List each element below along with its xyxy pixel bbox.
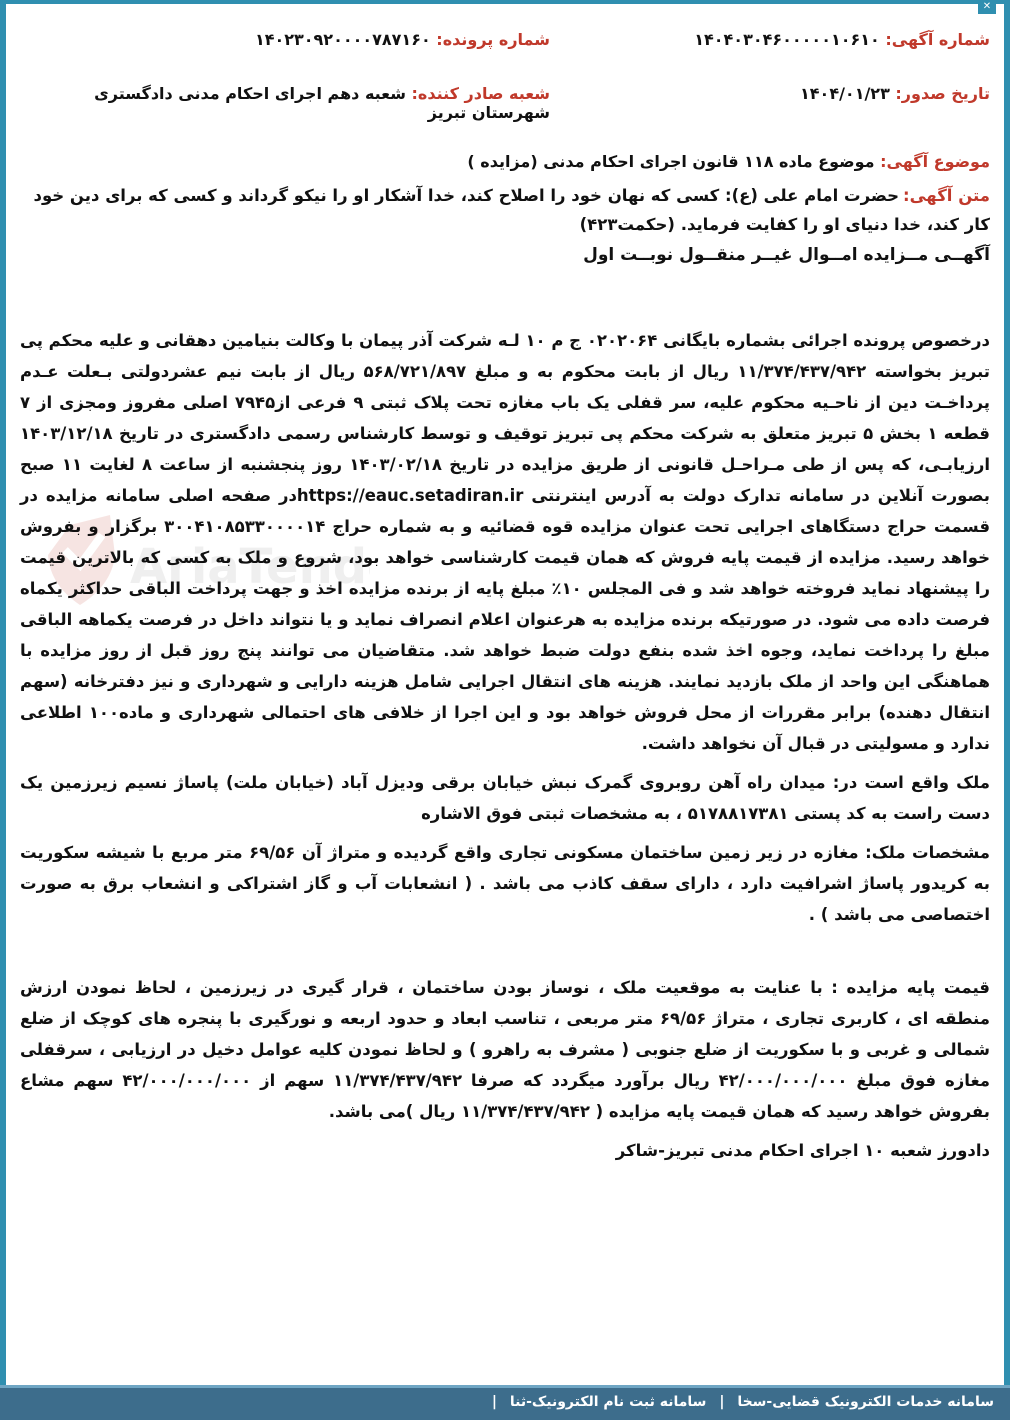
subject-label: موضوع آگهی: <box>880 152 990 171</box>
issuer-label: شعبه صادر کننده: <box>411 84 550 103</box>
close-icon[interactable]: ✕ <box>978 0 996 14</box>
footer-separator-end: | <box>491 1394 497 1410</box>
paragraph-base-price: قیمت پایه مزایده : با عنایت به موقعیت ملک ، نوساز بودن ساختمان ، قرار گیری در زیرزمین ، لحاظ نمودن ارزش منطقه ای ، کاربری تجاری ، متراژ ۶۹/۵۶ متر مربعی ، تناسب ابعاد و حدود اربعه و نورگیری با پنجره های کوچک از ضلع شمالی و غربی و با سکوریت از ضلع جنوبی ( مشرف به راهرو ) و لحاظ نمودن کلیه عوامل دخیل در ارزیابی ، سرقفلی مغازه فوق مبلغ ۴۲/۰۰۰/۰۰۰/۰۰۰ ریال برآورد میگردد که صرفا ۱۱/۳۷۴/۴۳۷/۹۴۲ سهم از ۴۲/۰۰۰/۰۰۰/۰۰۰ سهم مشاع بفروش خواهد رسید که همان قیمت پایه مزایده ( ۱۱/۳۷۴/۴۳۷/۹۴۲ ریال )می باشد. <box>20 978 991 1121</box>
issue-date-value: ۱۴۰۴/۰۱/۲۳ <box>800 84 890 103</box>
ad-text <box>20 181 990 239</box>
file-number-label: شماره پرونده: <box>436 30 550 49</box>
paragraph-specs: مشخصات ملک: مغازه در زیر زمین ساختمان مسکونی تجاری واقع گردیده و متراژ آن ۶۹/۵۶ متر مربع با شیشه سکوریت به کریدور پاساژ اشرافیت دارد ، دارای سقف کاذب می باشد . ( انشعابات آب و گاز اشتراکی و انشعاب برق به صورت اختصاصی می باشد ) . <box>20 843 990 924</box>
subject-value: موضوع ماده ۱۱۸ قانون اجرای احکام مدنی (مزایده ) <box>467 152 875 171</box>
auction-url-link[interactable]: https://eauc.setadiran.ir <box>296 486 524 505</box>
footer-bar <box>0 1385 1010 1420</box>
quote-text: حضرت امام علی (ع): کسی که نهان خود را اصلاح کند، خدا آشکار او را نیکو گرداند و کسی که برای دین خود کار کند، خدا دنیای او را کفایت فرماید. (حکمت۴۲۳) <box>33 186 990 234</box>
file-number <box>255 30 550 49</box>
issuer <box>20 84 550 122</box>
footer-link-sakha[interactable]: سامانه خدمات الکترونیک قضایی-سخا <box>737 1394 994 1410</box>
ad-number-label: شماره آگهی: <box>885 30 990 49</box>
footer-link-sana[interactable]: سامانه ثبت نام الکترونیک-ثنا <box>509 1394 707 1410</box>
paragraph-location: ملک واقع است در: میدان راه آهن روبروی گمرک نبش خیابان برقی ودیزل آباد (خیابان ملت) پاساژ نسیم زیرزمین یک دست راست به کد پستی ۵۱۷۸۸۱۷۳۸۱ ، به مشخصات ثبتی فوق الاشاره <box>20 773 990 823</box>
ad-content <box>20 30 990 1166</box>
footer-separator: | <box>719 1394 725 1410</box>
subject <box>20 152 990 171</box>
issue-date <box>800 84 990 103</box>
file-number-value: ۱۴۰۲۳۰۹۲۰۰۰۰۷۸۷۱۶۰ <box>254 30 431 49</box>
watermark-text: AriaTend <box>130 539 368 595</box>
ad-text-label: متن آگهی: <box>903 186 990 205</box>
issue-date-label: تاریخ صدور: <box>895 84 990 103</box>
ad-number <box>694 30 990 49</box>
paragraph-main-part1: درخصوص پرونده اجرائی بشماره بایگانی ۰۲۰۲۰۶۴ ج م ۱۰ لـه شرکت آذر پیمان با وکالت بنیامین دهقانی و علیه محکم پی تبریز بخواسته ۱۱/۳۷۴/۴۳۷/۹۴۲ ریال از بابت محکوم به و مبلغ ۵۶۸/۷۲۱/۸۹۷ ریال از بابت نیم عشردولتی بـعلت عـدم پرداخـت دین از ناحـیه محکوم علیه، سر قفلی یک باب مغازه تحت پلاک ثبتی ۹ فرعی از۷۹۴۵ اصلی مفروز ومجزی از ۷ قطعه ۱ بخش ۵ تبریز متعلق به شرکت محکم پی تبریز توقیف و توسط کارشناس رسمی دادگستری در تاریخ ۱۴۰۳/۱۲/۱۸ ارزیابـی، که پس از طی مـراحـل قانونی از طریق مزایده در تاریخ ۱۴۰۳/۰۲/۱۸ روز پنجشنبه از ساعت ۸ لغایت ۱۱ صبح بصورت آنلاین در سامانه تدارک دولت به آدرس اینترنتی <box>20 331 991 505</box>
signature: دادورز شعبه ۱۰ اجرای احکام مدنی تبریز-شاکر <box>615 1141 990 1160</box>
paragraph-main <box>20 325 990 759</box>
meta-row-2 <box>20 84 990 138</box>
auction-title: آگهــی مــزایده امــوال غیــر منقــول نوبــت اول <box>583 245 990 265</box>
meta-row-1 <box>20 30 990 84</box>
issuer-value: شعبه دهم اجرای احکام مدنی دادگستری شهرستان تبریز <box>94 84 550 122</box>
paragraph-main-part2: در صفحه اصلی سامانه مزایده در قسمت حراج دستگاهای اجرایی تحت عنوان مزایده قوه قضائیه و به شماره حراج ۳۰۰۴۱۰۸۵۳۳۰۰۰۰۱۴ برگزار و بفروش خواهد رسید. مزایده از قیمت پایه فروش که همان قیمت کارشناسی خواهد بود، شروع و ملک به کسی که بالاترین قیمت را پیشنهاد نماید فروخته خواهد شد و فی المجلس ۱۰٪ مبلغ پایه از برنده مزایده اخذ و جهت پرداخت الباقی حداکثر یکماه فرصت داده می شود. در صورتیکه برنده مزایده به هرعنوان اعلام انصراف نماید و یا نتواند داخل در فرصت یکماهه الباقی مبلغ را پرداخت نماید، وجوه اخذ شده بنفع دولت ضبط خواهد شد. متقاضیان می توانند پنج روز قبل از روز مزایده با هماهنگی این واحد از ملک بازدید نمایند. هزینه های انتقال اجرایی شامل هزینه دارایی و شهرداری و نیز دفترخانه (سهم انتقال دهنده) برابر مقررات از محل فروش خواهد بود و این اجرا از خلافی های احتمالی شهرداری و ماده۱۰۰ اطلاعی ندارد و مسولیتی در قبال آن نخواهد داشت. <box>20 486 991 753</box>
ad-number-value: ۱۴۰۴۰۳۰۴۶۰۰۰۰۰۱۰۶۱۰ <box>694 30 880 49</box>
